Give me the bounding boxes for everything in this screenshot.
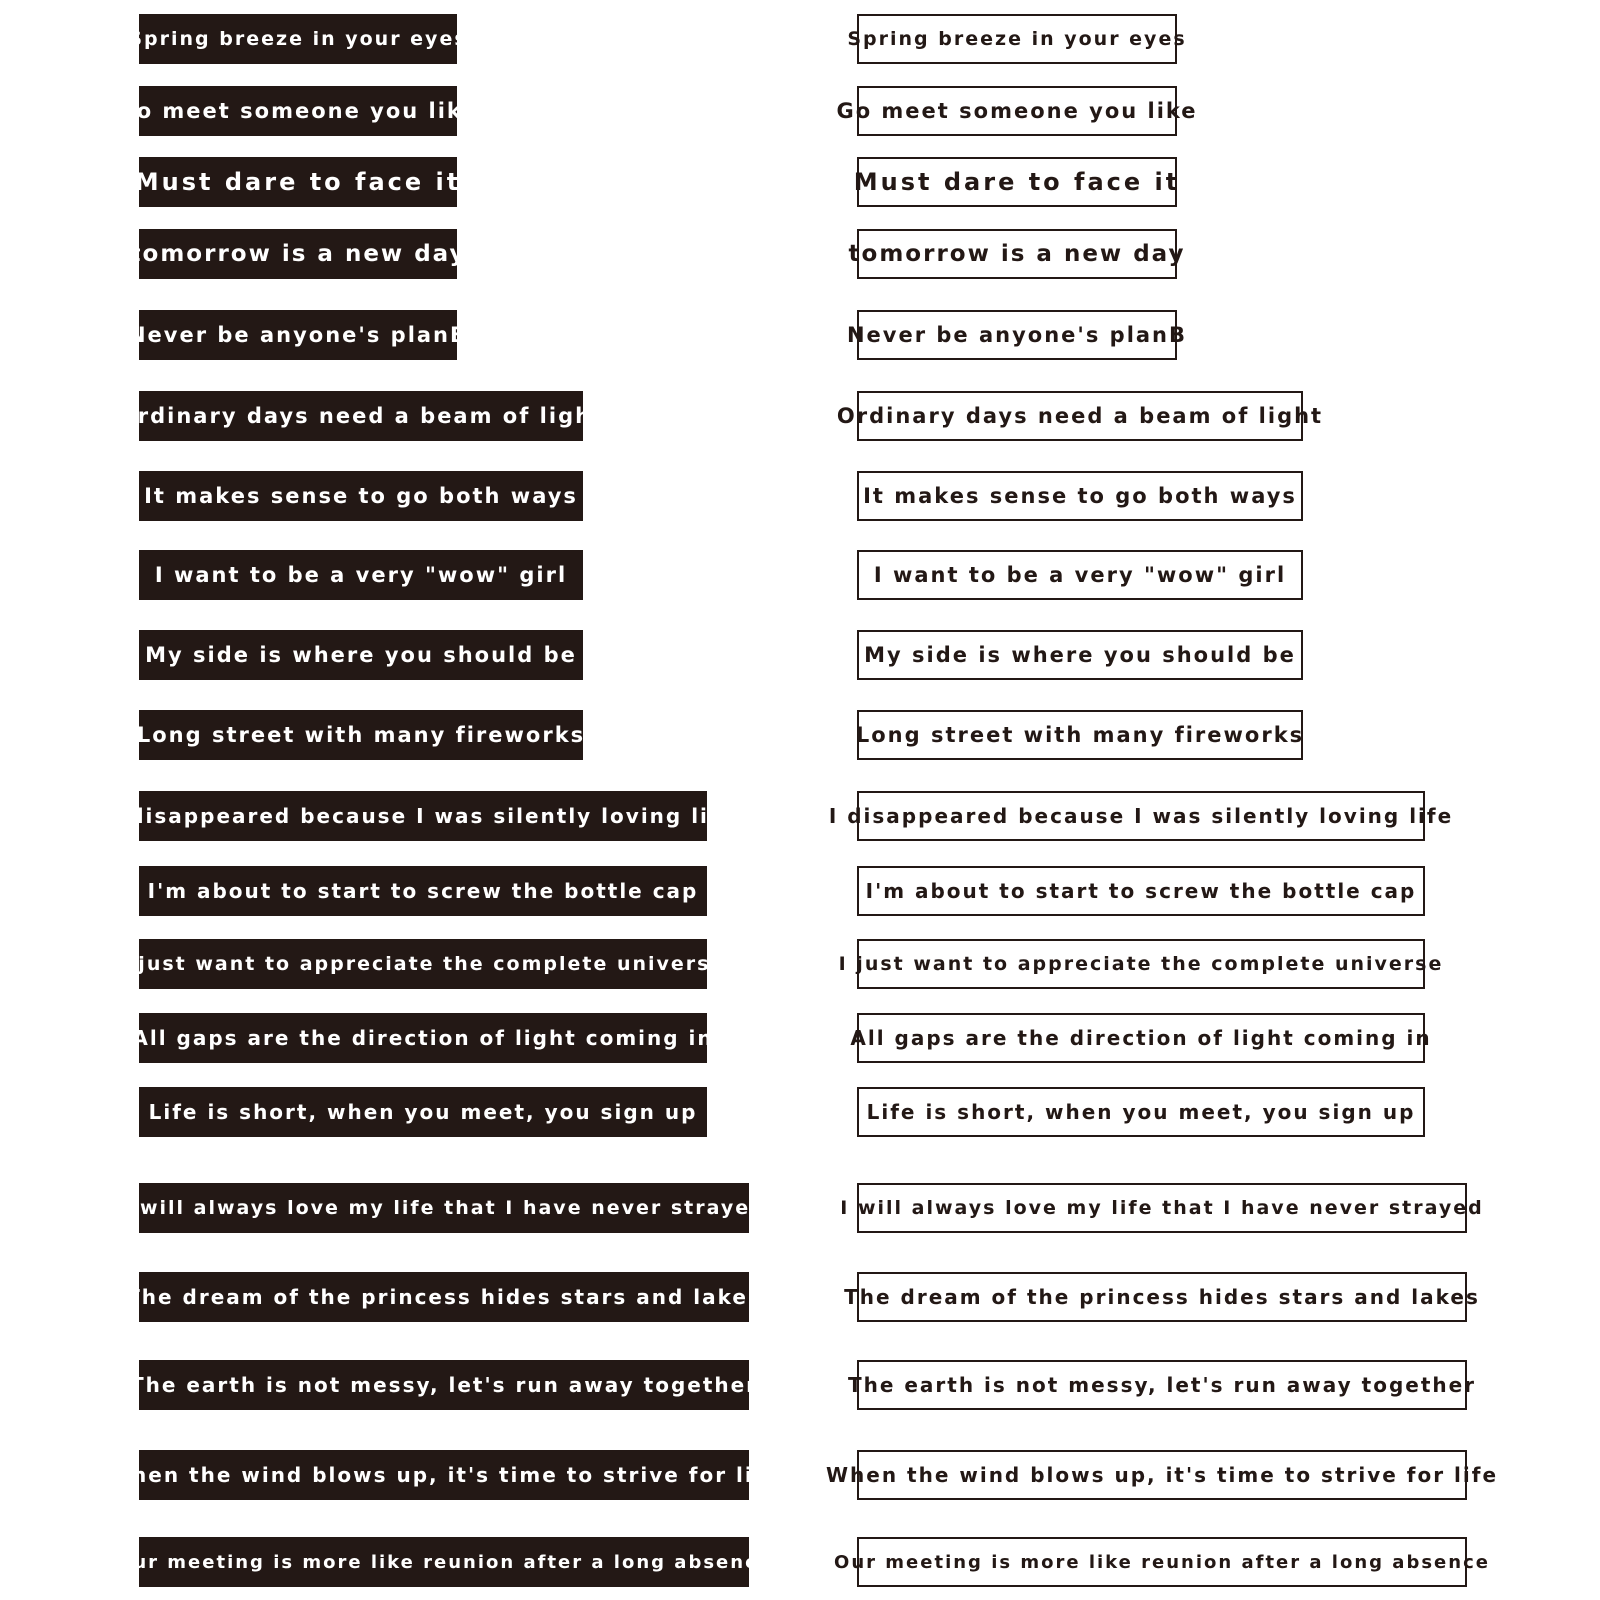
- dark-sticker: I want to be a very "wow" girl: [139, 550, 583, 600]
- dark-sticker: I'm about to start to screw the bottle cap: [139, 866, 707, 916]
- outlined-sticker: Life is short, when you meet, you sign up: [857, 1087, 1425, 1137]
- dark-sticker: Life is short, when you meet, you sign up: [139, 1087, 707, 1137]
- outlined-sticker: Spring breeze in your eyes: [857, 14, 1177, 64]
- dark-sticker: Never be anyone's planB: [139, 310, 457, 360]
- dark-sticker: I just want to appreciate the complete universe: [139, 939, 707, 989]
- dark-sticker: tomorrow is a new day: [139, 229, 457, 279]
- outlined-sticker: I will always love my life that I have never strayed: [857, 1183, 1467, 1233]
- outlined-sticker: When the wind blows up, it's time to strive for life: [857, 1450, 1467, 1500]
- dark-sticker: All gaps are the direction of light coming in: [139, 1013, 707, 1063]
- outlined-sticker: Must dare to face it: [857, 157, 1177, 207]
- outlined-sticker: My side is where you should be: [857, 630, 1303, 680]
- outlined-sticker: I want to be a very "wow" girl: [857, 550, 1303, 600]
- dark-sticker: Long street with many fireworks: [139, 710, 583, 760]
- outlined-sticker: The dream of the princess hides stars and lakes: [857, 1272, 1467, 1322]
- dark-sticker: Spring breeze in your eyes: [139, 14, 457, 64]
- outlined-sticker: tomorrow is a new day: [857, 229, 1177, 279]
- dark-sticker: The dream of the princess hides stars and lakes: [139, 1272, 749, 1322]
- outlined-sticker: I disappeared because I was silently loving life: [857, 791, 1425, 841]
- dark-sticker: Ordinary days need a beam of light: [139, 391, 583, 441]
- dark-sticker: I will always love my life that I have never strayed: [139, 1183, 749, 1233]
- outlined-sticker: All gaps are the direction of light coming in: [857, 1013, 1425, 1063]
- dark-sticker: When the wind blows up, it's time to strive for life: [139, 1450, 749, 1500]
- dark-sticker: Our meeting is more like reunion after a long absence: [139, 1537, 749, 1587]
- outlined-sticker: It makes sense to go both ways: [857, 471, 1303, 521]
- dark-sticker: The earth is not messy, let's run away together: [139, 1360, 749, 1410]
- outlined-sticker: Our meeting is more like reunion after a long absence: [857, 1537, 1467, 1587]
- dark-sticker: I disappeared because I was silently loving life: [139, 791, 707, 841]
- dark-sticker: Go meet someone you like: [139, 86, 457, 136]
- outlined-sticker: Never be anyone's planB: [857, 310, 1177, 360]
- outlined-sticker: Long street with many fireworks: [857, 710, 1303, 760]
- outlined-sticker: Go meet someone you like: [857, 86, 1177, 136]
- outlined-sticker: The earth is not messy, let's run away together: [857, 1360, 1467, 1410]
- outlined-sticker: I just want to appreciate the complete universe: [857, 939, 1425, 989]
- dark-sticker: Must dare to face it: [139, 157, 457, 207]
- dark-sticker: My side is where you should be: [139, 630, 583, 680]
- outlined-sticker: I'm about to start to screw the bottle cap: [857, 866, 1425, 916]
- dark-sticker: It makes sense to go both ways: [139, 471, 583, 521]
- outlined-sticker: Ordinary days need a beam of light: [857, 391, 1303, 441]
